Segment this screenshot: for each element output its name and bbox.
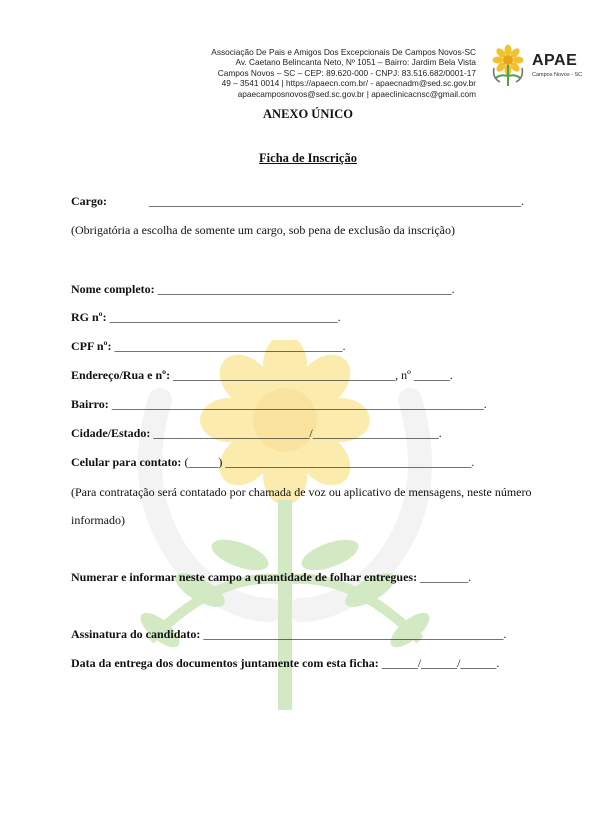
apae-watermark-icon [120,340,450,710]
cargo-note: (Obrigatória a escolha de somente um cargo, sob pena de exclusão da inscrição) [71,223,455,237]
page-subtitle: Ficha de Inscrição [259,151,357,165]
letterhead [146,47,476,99]
letterhead-line: 49 – 3541 0014 | https://apaecn.com.br/ - apaecnadm@sed.sc.gov.br [221,78,476,89]
field-nome[interactable] [71,282,455,297]
field-data-entrega[interactable] [71,656,499,671]
field-label: Numerar e informar neste campo a quantidade de folhar entregues: [71,570,418,584]
field-label: Cargo: [71,194,107,208]
field-label: Cidade/Estado: [71,426,151,440]
field-blank[interactable]: ______/______/______. [381,656,500,670]
letterhead-line: Associação De Pais e Amigos Dos Excepcionais De Campos Novos-SC [211,47,476,57]
field-rg[interactable] [71,310,341,325]
field-cargo[interactable] [71,194,524,209]
apae-logo [488,44,608,88]
field-label: Assinatura do candidato: [71,627,201,641]
field-label: Bairro: [71,397,109,411]
logo-name: APAE [532,52,578,69]
field-blank[interactable]: __________________________________________________. [203,627,507,641]
field-bairro[interactable] [71,397,487,412]
logo-subtitle: Campos Novos - SC [532,72,583,78]
field-folhas[interactable] [71,570,471,585]
letterhead-line: Campos Novos – SC – CEP: 89.620-000 - CNPJ: 83.516.682/0001-17 [217,67,476,78]
field-label: Celular para contato: [71,455,182,469]
letterhead-line: Av. Caetano Belincanta Neto, Nº 1051 – Bairro: Jardim Bela Vista [235,57,476,68]
field-blank[interactable]: _____________________________________, nº ______. [173,368,453,382]
field-blank[interactable]: _________________________________________________. [157,282,455,296]
field-cpf[interactable] [71,339,346,354]
field-blank[interactable]: ______________________________________________________________. [149,194,524,208]
field-blank[interactable]: ______________________________________. [109,310,341,324]
field-blank[interactable]: (_____) _________________________________________. [184,455,475,469]
field-label: CPF nº: [71,339,112,353]
page-title: ANEXO ÚNICO [263,107,353,121]
letterhead-line: apaecamposnovos@sed.sc.gov.br | apaeclinicacnsc@gmail.com [237,88,476,99]
field-blank[interactable]: ________. [420,570,472,584]
celular-note-cont: informado) [71,513,125,527]
flower-logo-icon [488,44,528,88]
field-blank[interactable]: ______________________________________. [114,339,346,353]
field-blank[interactable]: ______________________________________________________________. [111,397,487,411]
field-label: RG nº: [71,310,107,324]
celular-note: (Para contratação será contatado por chamada de voz ou aplicativo de mensagens, neste número [71,485,532,499]
field-assinatura[interactable] [71,627,506,642]
field-label: Data da entrega dos documentos juntamente com esta ficha: [71,656,379,670]
field-celular[interactable] [71,455,474,470]
field-cidade[interactable] [71,426,442,441]
field-endereco[interactable] [71,368,453,383]
field-label: Endereço/Rua e nº: [71,368,171,382]
field-blank[interactable]: __________________________/_____________________. [153,426,442,440]
field-label: Nome completo: [71,282,155,296]
